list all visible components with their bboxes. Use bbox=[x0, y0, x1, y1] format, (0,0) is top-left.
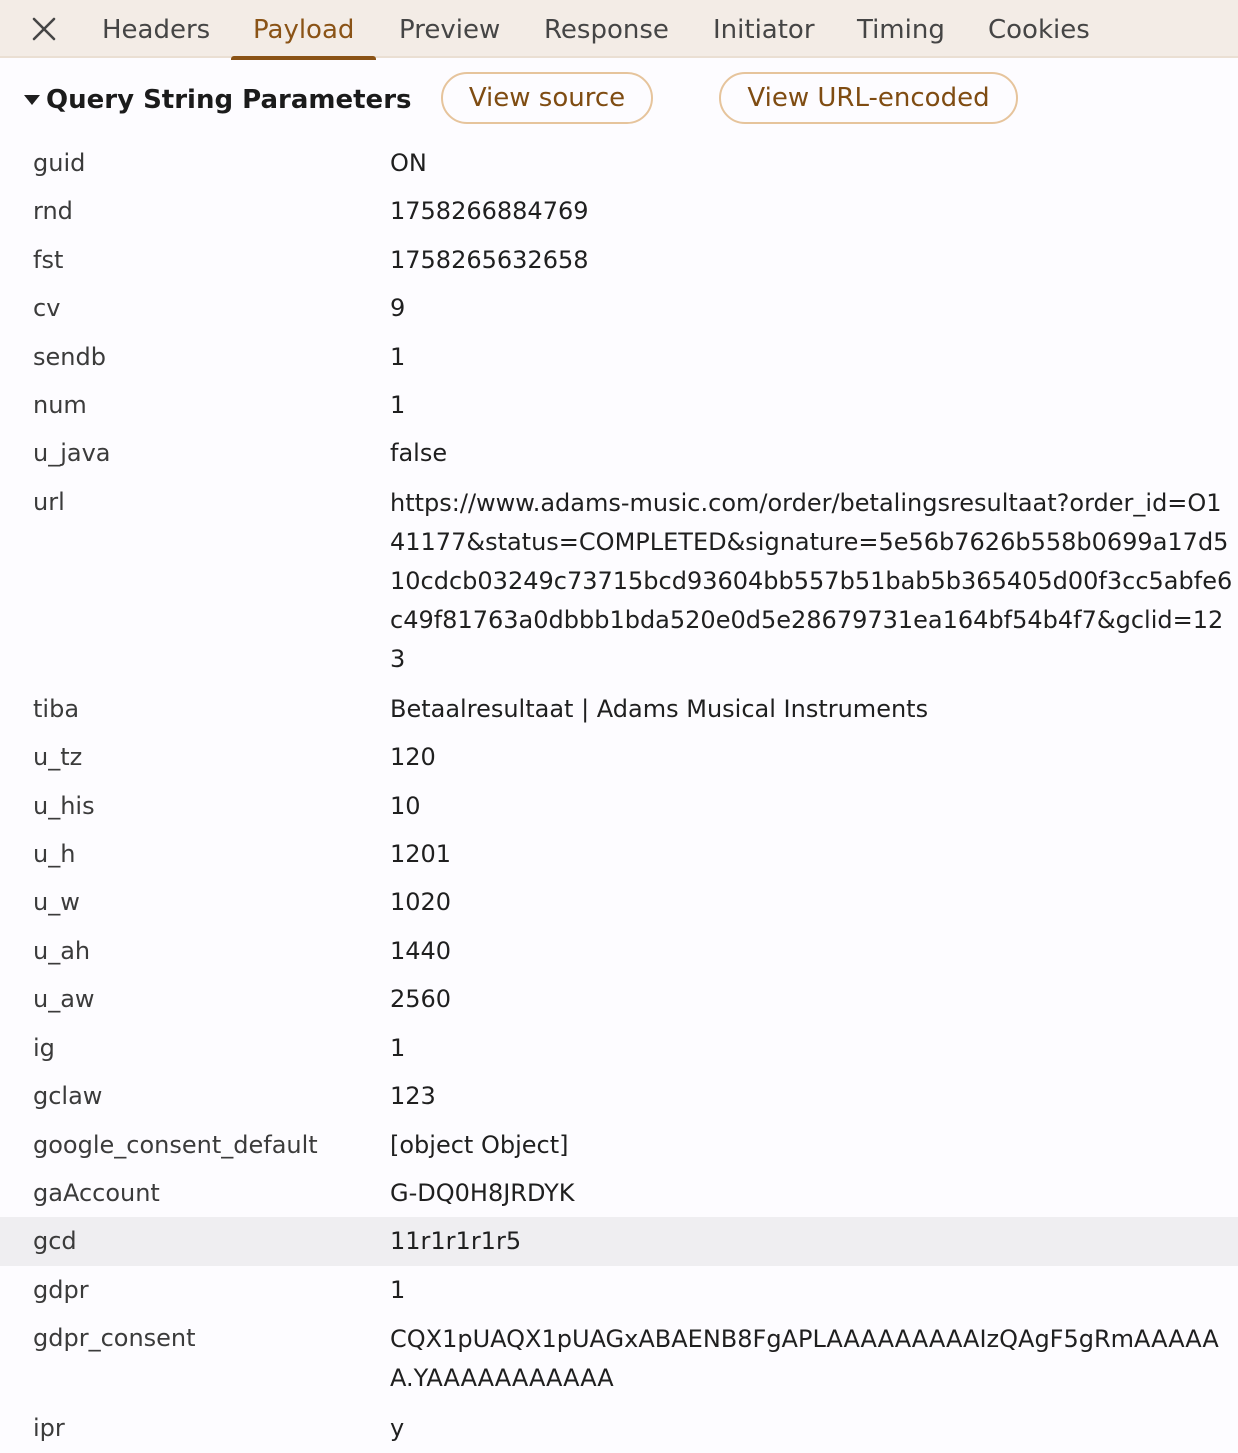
param-key: ipr bbox=[33, 1414, 65, 1443]
param-row[interactable] bbox=[0, 139, 1238, 187]
param-value: 1201 bbox=[390, 840, 452, 869]
param-value: 9 bbox=[390, 294, 406, 323]
param-key: ig bbox=[33, 1033, 55, 1062]
tab-initiator[interactable]: Initiator bbox=[713, 15, 815, 45]
param-row[interactable] bbox=[0, 236, 1238, 284]
tab-payload[interactable]: Payload bbox=[253, 0, 354, 58]
view-source-button[interactable]: View source bbox=[441, 72, 653, 124]
param-row[interactable] bbox=[0, 1072, 1238, 1120]
close-icon[interactable] bbox=[28, 13, 60, 45]
param-value: 120 bbox=[390, 743, 436, 772]
triangle-down-icon bbox=[24, 95, 40, 105]
param-key: u_java bbox=[33, 439, 111, 468]
param-row[interactable] bbox=[0, 782, 1238, 830]
param-key: gaAccount bbox=[33, 1178, 160, 1207]
param-row[interactable] bbox=[0, 1314, 1238, 1404]
param-key: google_consent_default bbox=[33, 1130, 318, 1159]
param-value: Betaalresultaat | Adams Musical Instruments bbox=[390, 694, 929, 723]
param-row[interactable] bbox=[0, 1266, 1238, 1314]
tab-timing[interactable]: Timing bbox=[857, 15, 945, 45]
param-row[interactable] bbox=[0, 381, 1238, 429]
param-value: 1020 bbox=[390, 888, 452, 917]
param-key: gclaw bbox=[33, 1082, 103, 1111]
param-key: u_tz bbox=[33, 743, 83, 772]
param-value: 1758266884769 bbox=[390, 197, 589, 226]
param-key: u_ah bbox=[33, 936, 91, 965]
param-key: u_w bbox=[33, 888, 80, 917]
param-row[interactable] bbox=[0, 1169, 1238, 1217]
param-key: gdpr bbox=[33, 1275, 89, 1304]
param-key: gdpr_consent bbox=[33, 1324, 196, 1353]
param-value: G-DQ0H8JRDYK bbox=[390, 1178, 575, 1207]
param-row[interactable] bbox=[0, 333, 1238, 381]
param-value: ON bbox=[390, 149, 427, 177]
param-row[interactable] bbox=[0, 1217, 1238, 1265]
param-value: CQX1pUAQX1pUAGxABAENB8FgAPLAAAAAAAAAIzQAgF5gRmAAAAAA.YAAAAAAAAAAA bbox=[390, 1325, 1219, 1393]
param-key: tiba bbox=[33, 694, 80, 723]
param-value: 2560 bbox=[390, 985, 452, 1014]
tab-response[interactable]: Response bbox=[544, 15, 669, 45]
param-value: 123 bbox=[390, 1082, 436, 1111]
tab-preview[interactable]: Preview bbox=[399, 15, 501, 45]
param-key: num bbox=[33, 391, 87, 420]
param-row[interactable] bbox=[0, 975, 1238, 1023]
param-value: 1 bbox=[390, 1275, 406, 1304]
param-value: https://www.adams-music.com/order/betalingsresultaat?order_id=O141177&status=COMPLETED&signature=5e56b7626b558b0699a17d510cdcb03249c73715bcd93604bb557b51bab5b365405d00f3cc5abfe6c49f81763a0dbbb1bda520e0d5e28679731ea164bf54b4f7&gclid=123 bbox=[390, 488, 1233, 673]
param-value: 1 bbox=[390, 391, 406, 420]
param-key: u_aw bbox=[33, 985, 95, 1014]
param-value: 1 bbox=[390, 1033, 406, 1062]
param-key: url bbox=[33, 487, 65, 516]
param-row[interactable] bbox=[0, 927, 1238, 975]
param-row[interactable] bbox=[0, 685, 1238, 733]
section-toggle[interactable] bbox=[24, 82, 412, 118]
param-value: 1440 bbox=[390, 936, 452, 965]
param-key: guid bbox=[33, 149, 86, 177]
param-key: u_his bbox=[33, 791, 95, 820]
param-row[interactable] bbox=[0, 1404, 1238, 1452]
param-row[interactable] bbox=[0, 830, 1238, 878]
param-row[interactable] bbox=[0, 429, 1238, 477]
param-row[interactable] bbox=[0, 1024, 1238, 1072]
tab-headers[interactable]: Headers bbox=[102, 15, 211, 45]
param-value: 1758265632658 bbox=[390, 245, 589, 274]
params-list bbox=[0, 139, 1238, 1453]
param-key: fst bbox=[33, 245, 64, 274]
section-title: Query String Parameters bbox=[46, 85, 412, 115]
param-value: 11r1r1r1r5 bbox=[390, 1227, 522, 1256]
tab-cookies[interactable]: Cookies bbox=[988, 15, 1090, 45]
query-string-section-header bbox=[0, 62, 1238, 138]
param-key: gcd bbox=[33, 1227, 77, 1256]
param-value: y bbox=[390, 1414, 405, 1443]
param-row[interactable] bbox=[0, 478, 1238, 685]
view-url-encoded-button[interactable]: View URL-encoded bbox=[719, 72, 1018, 124]
param-row[interactable] bbox=[0, 187, 1238, 235]
param-value: false bbox=[390, 439, 448, 468]
param-row[interactable] bbox=[0, 1121, 1238, 1169]
param-value: 10 bbox=[390, 791, 421, 820]
param-key: sendb bbox=[33, 342, 106, 371]
param-key: cv bbox=[33, 294, 61, 323]
param-value: [object Object] bbox=[390, 1130, 569, 1159]
param-row[interactable] bbox=[0, 284, 1238, 332]
param-value: 1 bbox=[390, 342, 406, 371]
param-row[interactable] bbox=[0, 878, 1238, 926]
param-row[interactable] bbox=[0, 733, 1238, 781]
tab-bar bbox=[0, 0, 1238, 58]
param-key: u_h bbox=[33, 840, 76, 869]
param-key: rnd bbox=[33, 197, 73, 226]
